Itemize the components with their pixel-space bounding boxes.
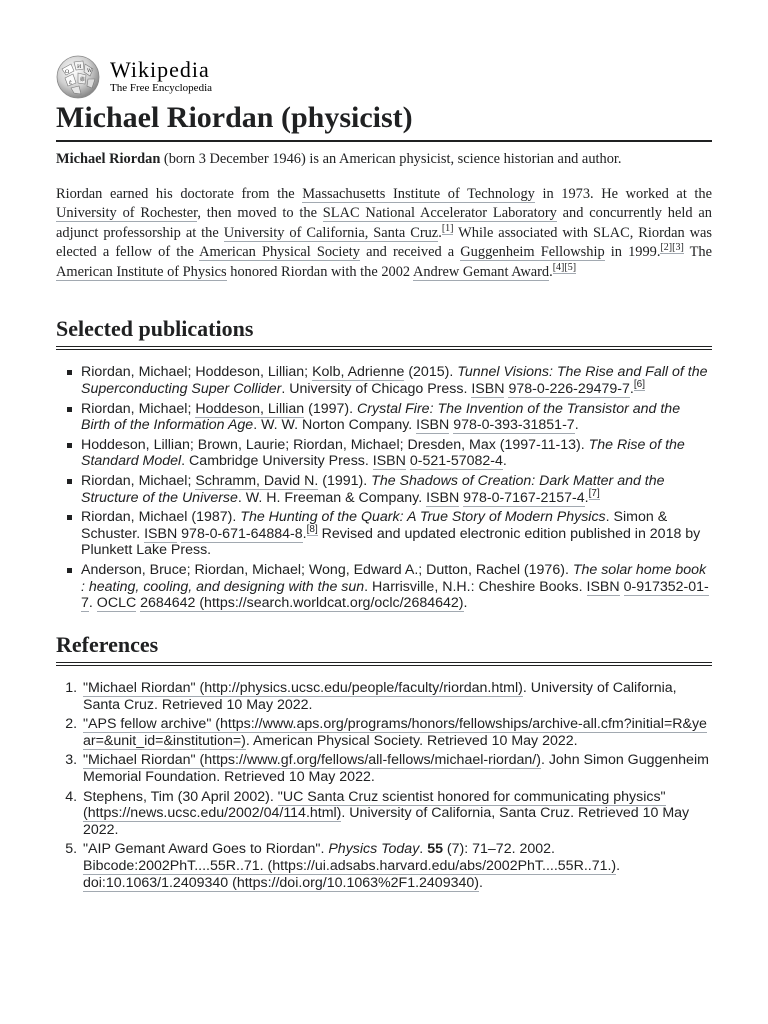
text: The — [683, 244, 713, 260]
text: . American Physical Society. Retrieved 10 May 2022. — [245, 732, 578, 749]
isbn-label-link[interactable]: ISBN — [144, 525, 178, 542]
lead-paragraph — [56, 149, 712, 169]
svg-text:維: 維 — [80, 77, 86, 83]
references-list — [56, 680, 712, 891]
text: Stephens, Tim (30 April 2002). — [83, 788, 278, 805]
wordmark-tagline: The Free Encyclopedia — [110, 81, 213, 94]
isbn-link[interactable]: 0-521-57082-4 — [409, 453, 503, 470]
author-link[interactable]: Kolb, Adrienne — [312, 364, 405, 381]
text: . John Simon Guggenheim Memorial Foundation. Retrieved 10 May 2022. — [83, 752, 709, 786]
reference-link[interactable]: "Michael Riordan" (http://physics.ucsc.edu/people/faculty/riordan.html) — [83, 680, 523, 697]
text: While associated with SLAC, Riordan was elected a fellow of the — [56, 224, 712, 260]
text: . W. W. Norton Company. — [253, 417, 417, 434]
reference-link[interactable]: "UC Santa Cruz scientist honored for communicating physics" (https://news.ucsc.edu/2002/04/114.html) — [83, 788, 666, 822]
reference-item — [81, 716, 712, 749]
text: . University of California, Santa Cruz. Retrieved 10 May 2022. — [83, 680, 677, 713]
text: Riordan, Michael; — [81, 400, 196, 417]
author-link[interactable]: Schramm, David N. — [195, 472, 319, 489]
citation-7[interactable]: [7] — [588, 487, 600, 499]
text: . Harrisville, N.H.: Cheshire Books. — [364, 578, 587, 595]
bibcode-link[interactable]: Bibcode:2002PhT....55R..71. (https://ui.adsabs.harvard.edu/abs/2002PhT....55R..71.) — [83, 858, 617, 875]
link-uc-santa-cruz[interactable]: University of California, Santa Cruz — [223, 224, 439, 241]
link-university-of-rochester[interactable]: University of Rochester — [56, 205, 198, 221]
citation-5[interactable]: [5] — [564, 261, 577, 273]
text: . University of California, Santa Cruz. Retrieved 10 May 2022. — [83, 805, 690, 838]
text: "AIP Gemant Award Goes to Riordan". — [83, 841, 329, 858]
list-item — [81, 364, 712, 397]
text: Anderson, Bruce; Riordan, Michael; Wong, Edward A.; Dutton, Rachel (1976). — [81, 561, 573, 578]
link-american-institute-of-physics[interactable]: American Institute of Physics — [56, 263, 227, 280]
text: . — [629, 380, 634, 397]
text: . — [574, 417, 579, 434]
text: (1991). — [318, 472, 372, 489]
text: Riordan, Michael; Hoddeson, Lillian; — [81, 364, 313, 381]
link-mit[interactable]: Massachusetts Institute of Technology — [302, 185, 535, 202]
wikipedia-logo[interactable] — [56, 52, 712, 100]
text: in 1999. — [604, 244, 661, 260]
text: . — [502, 453, 507, 470]
publications-list — [56, 364, 712, 611]
svg-text:ع: ع — [69, 79, 72, 85]
isbn-link[interactable]: 978-0-393-31851-7 — [453, 417, 575, 434]
citation-8[interactable]: [8] — [306, 524, 318, 535]
subject-name: Michael Riordan — [56, 150, 161, 167]
text: . — [478, 874, 483, 891]
link-american-physical-society[interactable]: American Physical Society — [199, 244, 360, 260]
isbn-link[interactable]: 978-0-226-29479-7 — [508, 380, 630, 397]
page-title: Michael Riordan (physicist) — [56, 101, 712, 142]
isbn-label-link[interactable]: ISBN — [586, 578, 620, 595]
isbn-label-link[interactable]: ISBN — [471, 380, 505, 397]
text: . Simon & Schuster. — [81, 509, 668, 542]
isbn-link[interactable]: 978-0-7167-2157-4 — [463, 489, 585, 506]
citation-2[interactable]: [2] — [660, 242, 673, 254]
svg-text:W: W — [87, 68, 93, 74]
svg-text:И: И — [77, 64, 82, 70]
text: Riordan, Michael; — [81, 472, 196, 489]
book-title: The solar home book : heating, cooling, and designing with the sun — [81, 561, 707, 595]
list-item — [81, 562, 712, 612]
book-title: The Hunting of the Quark: A True Story of Modern Physics — [240, 509, 606, 526]
list-item — [81, 509, 712, 559]
reference-link[interactable]: "APS fellow archive" (https://www.aps.org/programs/honors/fellowships/archive-all.cfm?initial=R&year=&unit_id=&institution=) — [83, 716, 707, 749]
citation-1[interactable]: [1] — [441, 222, 454, 234]
isbn-label-link[interactable]: ISBN — [416, 417, 450, 434]
text: Hoddeson, Lillian; Brown, Laurie; Riordan, Michael; Dresden, Max (1997-11-13). — [81, 436, 589, 453]
list-item — [81, 473, 712, 506]
reference-item — [81, 841, 712, 891]
text: . — [419, 841, 428, 858]
text: . W. H. Freeman & Company. — [237, 489, 427, 506]
text: (2015). — [404, 364, 458, 381]
book-title: Crystal Fire: The Invention of the Transistor and the Birth of the Information Age — [81, 400, 681, 434]
text: honored Riordan with the 2002 — [226, 263, 413, 280]
link-slac[interactable]: SLAC National Accelerator Laboratory — [322, 205, 557, 221]
list-item — [81, 437, 712, 470]
text: , then moved to the — [197, 205, 323, 221]
text: . — [438, 224, 442, 241]
book-title: Tunnel Visions: The Rise and Fall of the Superconducting Super Collider — [81, 364, 708, 397]
text: . — [584, 489, 589, 506]
reference-item — [81, 680, 712, 713]
journal-volume: 55 — [427, 841, 443, 858]
isbn-label-link[interactable]: ISBN — [372, 453, 406, 470]
book-title: The Rise of the Standard Model — [81, 436, 685, 470]
oclc-label-link[interactable]: OCLC — [96, 595, 137, 612]
citation-3[interactable]: [3] — [672, 242, 684, 254]
heading-references: References — [56, 632, 712, 666]
text: . — [616, 858, 621, 875]
doi-link[interactable]: doi:10.1063/1.2409340 (https://doi.org/10.1063%2F1.2409340) — [83, 874, 479, 891]
text: . — [549, 263, 553, 280]
book-title: The Shadows of Creation: Dark Matter and the Structure of the Universe — [81, 472, 665, 506]
text: in 1973. He worked at the — [534, 185, 713, 202]
wordmark — [110, 56, 213, 94]
journal-name: Physics Today — [328, 841, 420, 858]
text: Revised and updated electronic edition published in 2018 by Plunkett Lake Press. — [81, 525, 701, 559]
text: Riordan, Michael (1987). — [81, 509, 241, 526]
wikipedia-globe-icon — [52, 52, 104, 100]
reference-item — [81, 752, 712, 785]
text: . — [302, 525, 307, 542]
wordmark-title: Wikipedia — [110, 56, 210, 82]
citation-6[interactable]: [6] — [633, 379, 645, 391]
reference-item — [81, 789, 712, 839]
oclc-link[interactable]: 2684642 (https://search.worldcat.org/oclc/2684642) — [140, 595, 464, 612]
lead-text: (born 3 December 1946) is an American physicist, science historian and author. — [160, 150, 622, 167]
svg-text:Ω: Ω — [65, 69, 70, 75]
author-link[interactable]: Hoddeson, Lillian — [195, 400, 305, 417]
text: and received a — [360, 244, 461, 260]
heading-selected-publications: Selected publications — [56, 316, 712, 350]
career-paragraph — [56, 185, 712, 283]
text: (7): 71–72. 2002. — [442, 841, 555, 858]
article-page — [56, 0, 712, 891]
link-andrew-gemant-award[interactable]: Andrew Gemant Award — [412, 263, 550, 280]
text: . Cambridge University Press. — [181, 453, 373, 470]
isbn-link[interactable]: 0-917352-01-7 — [81, 578, 709, 612]
reference-link[interactable]: "Michael Riordan" (https://www.gf.org/fellows/all-fellows/michael-riordan/) — [83, 752, 541, 769]
list-item — [81, 401, 712, 434]
isbn-link[interactable]: 978-0-671-64884-8 — [181, 525, 303, 542]
text: . — [463, 595, 468, 612]
text: and concurrently held an adjunct professorship at the — [56, 205, 712, 241]
isbn-label-link[interactable]: ISBN — [426, 489, 460, 506]
text: . University of Chicago Press. — [281, 380, 472, 397]
link-guggenheim-fellowship[interactable]: Guggenheim Fellowship — [460, 244, 605, 260]
text: Riordan earned his doctorate from the — [56, 185, 303, 202]
citation-4[interactable]: [4] — [552, 261, 565, 273]
text: (1997). — [304, 400, 358, 417]
text: . — [88, 595, 97, 612]
